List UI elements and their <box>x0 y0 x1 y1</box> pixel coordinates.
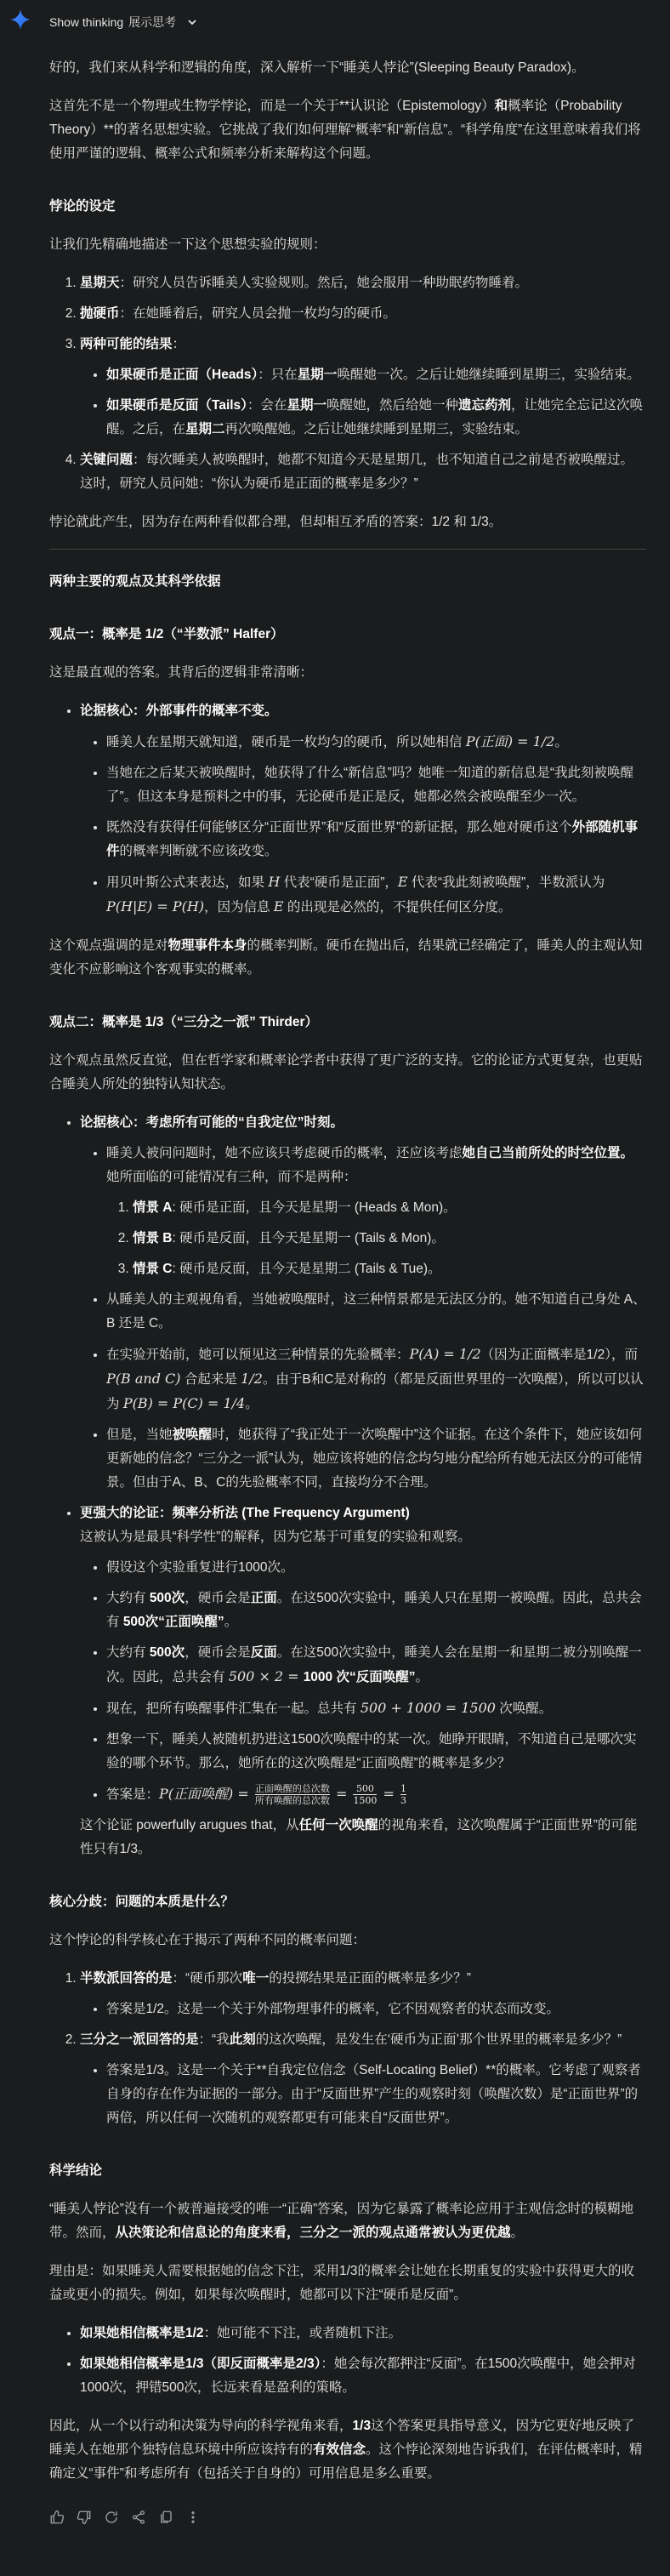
thumbs-down-icon[interactable] <box>77 2510 92 2525</box>
bold-text: 1/3 <box>352 2419 372 2433</box>
fraction-numerator: 500 <box>353 1783 377 1795</box>
halfer-list <box>49 699 646 920</box>
math-expression: E <box>273 898 284 915</box>
halfer-point <box>106 761 646 809</box>
halfer-point <box>106 870 646 920</box>
text-segment: 。在这500次实验中，睡美人会在星期一和星期二被分别唤醒一次。因此，总共会有 <box>106 1645 642 1684</box>
outcome-item <box>106 363 646 387</box>
math-expression: = <box>331 1786 352 1802</box>
section-heading-setup: 悖论的设定 <box>49 199 116 214</box>
frequency-point <box>106 1587 646 1634</box>
thirder-point <box>106 1342 646 1416</box>
text-segment: 现在，把所有唤醒事件汇集在一起。总共有 <box>106 1701 361 1716</box>
bold-text: 500次 <box>149 1591 185 1605</box>
more-options-icon[interactable] <box>185 2510 201 2525</box>
bold-text: 有效信念 <box>313 2442 366 2457</box>
text-segment: 这个观点强调的是对 <box>49 938 168 953</box>
halfer-points <box>80 730 646 920</box>
text-segment: 。 <box>224 1615 238 1629</box>
divergence-intro <box>49 1929 646 1952</box>
text-segment: 好的，我们来从科学和逻辑的角度，深入解析一下“睡美人悖论”(Sleeping Beauty Paradox)。 <box>49 60 585 75</box>
text-segment: 这个答案更具指导意义，因为它更好地反映了睡美人在她那个独特信息环境中所应该持有的 <box>49 2419 635 2457</box>
math-expression: 500 × 2 = <box>228 1668 304 1684</box>
text-segment: 让我们先精确地描述一下这个思想实验的规则： <box>49 237 326 252</box>
gemini-logo-icon <box>10 9 31 30</box>
bold-text: 两种可能的结果 <box>80 337 173 351</box>
bold-text: 星期天 <box>80 276 120 290</box>
text-segment: ：在她睡着后，研究人员会抛一枚均匀的硬币。 <box>119 306 397 321</box>
question-text <box>80 1971 471 1986</box>
text-segment: 悖论就此产生，因为存在两种看似都合理，但却相互矛盾的答案：1/2 和 1/3。 <box>49 515 503 529</box>
frequency-point <box>106 1641 646 1690</box>
bold-text: 情景 B <box>133 1231 173 1245</box>
text-segment: 。这个悖论深刻地告诉我们，在评估概率时，精确定义“事件”和考虑所有（包括关于自身的）可用信息是多么重要。 <box>49 2442 643 2481</box>
thirder-point <box>106 1423 646 1495</box>
text-segment: 因此，从一个以行动和决策为导向的科学视角来看， <box>49 2419 353 2433</box>
text-segment: ：“我 <box>198 2032 230 2047</box>
text-segment: 答案是1/3。这是一个关于**自我定位信念（Self-Locating Belief）**的概率。它考虑了观察者自身的存在作为证据的一部分。由于“反面世界”产生的观察时刻（唤醒次数）是“正面世界”的两倍，所以任何一次随机的观察都更有可能来自“反面世界”。 <box>106 2063 641 2125</box>
math-expression: 1/2 <box>241 1371 263 1387</box>
divergence-item <box>80 2028 646 2130</box>
thirder-core <box>80 1111 646 1495</box>
text-segment: 她所面临的可能情况有三种，而不是两种： <box>106 1170 357 1184</box>
divider <box>49 549 646 550</box>
bet-item <box>80 2322 646 2345</box>
bold-text: 物理事件本身 <box>168 938 247 953</box>
text-segment: ：她可能不下注，或者随机下注。 <box>203 2326 402 2340</box>
text-segment: 概率论（Probability Theory）**的著名思想实验。它挑战了我们如何理解“概率”和“新信息”。“科学角度”在这里意味着我们将使用严谨的逻辑、概率公式和频率分析来解构这个问题。 <box>49 99 641 161</box>
answer-list <box>80 1998 646 2021</box>
math-expression: P(B and C) <box>106 1371 181 1387</box>
text-segment: 这个论证 powerfully arugues that，从 <box>80 1818 299 1832</box>
conclusion-paragraph <box>49 2414 646 2486</box>
bold-text: 被唤醒 <box>172 1428 213 1442</box>
text-segment: 合起来是 <box>180 1372 241 1387</box>
text-segment: 再次唤醒她。之后让她继续睡到星期三，实验结束。 <box>224 422 529 436</box>
text-segment: ： <box>172 337 186 351</box>
frequency-title <box>80 1502 646 1525</box>
text-segment: 这个观点虽然反直觉，但在哲学家和概率论学者中获得了更广泛的支持。它的论证方式更复杂，也更贴合睡美人所处的独特认知状态。 <box>49 1053 643 1091</box>
bold-text: 情景 A <box>133 1200 173 1215</box>
halfer-summary <box>49 934 646 982</box>
math-expression: E <box>397 874 408 890</box>
halfer-point <box>106 730 646 755</box>
text-segment: 。 <box>554 735 568 749</box>
math-expression: P(正面唤醒) = <box>159 1786 253 1802</box>
math-expression: 500 + 1000 = 1500 <box>360 1700 496 1716</box>
text-segment: 睡美人被问问题时，她不应该只考虑硬币的概率，还应该考虑 <box>106 1146 463 1160</box>
text-segment: 唤醒她，然后给她一种 <box>326 398 458 413</box>
scenario-item <box>133 1227 646 1251</box>
text-segment: 理由是：如果睡美人需要根据她的信念下注，采用1/3的概率会让她在长期重复的实验中获得更大的收益或更小的损失。例如，如果每次唤醒时，她都可以下注“硬币是反面”。 <box>49 2264 635 2302</box>
scenario-list <box>106 1196 646 1281</box>
text-segment: 答案是： <box>106 1787 160 1802</box>
text-segment: 用贝叶斯公式来表达，如果 <box>106 875 269 890</box>
thirder-heading: 观点二：概率是 1/3（“三分之一派” Thirder） <box>49 1015 319 1029</box>
frequency-point <box>106 1696 646 1721</box>
math-fraction <box>400 1783 406 1806</box>
text-segment: 但是，当她 <box>106 1428 173 1442</box>
text-segment: 次唤醒。 <box>495 1701 553 1716</box>
text-segment: （因为正面概率是1/2），而 <box>480 1348 638 1362</box>
bold-text: 500次 <box>149 1645 185 1660</box>
text-segment: 代表“硬币是正面”， <box>280 875 398 890</box>
text-segment: ：“硬币那次 <box>172 1971 243 1986</box>
text-segment: 。 <box>510 2226 525 2240</box>
bold-text: 500次“正面唤醒” <box>122 1615 224 1629</box>
text-segment: 大约有 <box>106 1645 150 1660</box>
conclusion-paragraph <box>49 2197 646 2245</box>
text-segment: “睡美人悖论”没有一个被普遍接受的唯一“正确”答案，因为它暴露了概率论应用于主观信念时的模糊地带。然而， <box>49 2202 634 2240</box>
bold-text: 半数派回答的是 <box>80 1971 173 1986</box>
section-heading-conclusion: 科学结论 <box>49 2163 103 2178</box>
thirder-point <box>106 1288 646 1336</box>
thirder-list <box>49 1111 646 1861</box>
answer-list <box>80 2059 646 2130</box>
rule-item <box>80 271 646 295</box>
thumbs-up-icon[interactable] <box>49 2510 65 2525</box>
divergence-item <box>80 1967 646 2021</box>
text-segment: 这被认为是最具“科学性”的解释，因为它基于可重复的实验和观察。 <box>80 1530 471 1544</box>
fraction-denominator: 3 <box>400 1795 407 1807</box>
rules-list <box>49 271 646 496</box>
bold-text: 和 <box>494 99 508 113</box>
response-actions <box>49 2510 646 2576</box>
frequency-point <box>106 1728 646 1775</box>
math-expression: P(A) = 1/2 <box>409 1346 481 1362</box>
math-expression: P(正面) = 1/2 <box>465 733 555 749</box>
halfer-heading: 观点一：概率是 1/2（“半数派” Halfer） <box>49 627 284 641</box>
text-segment: 当她在之后某天被唤醒时，她获得了什么“新信息”吗？她唯一知道的新信息是“我此刻被唤醒了”。但这本身是预料之中的事，无论硬币是正是反，她都必然会被唤醒至少一次。 <box>106 766 633 804</box>
math-fraction <box>255 1783 330 1806</box>
text-segment: 。 <box>245 1397 258 1411</box>
text-segment: ：只在 <box>258 368 298 382</box>
text-segment: 唤醒她一次。之后让她继续睡到星期三，实验结束。 <box>337 368 640 382</box>
answer-item <box>106 1998 646 2021</box>
response-header <box>0 0 670 39</box>
text-segment: 睡美人在星期天就知道，硬币是一枚均匀的硬币，所以她相信 <box>106 735 466 749</box>
scenario-item <box>133 1196 646 1220</box>
text-segment: 的概率判断就不应该改变。 <box>119 844 278 858</box>
text-segment: 的这次唤醒，是发生在‘硬币为正面’那个世界里的概率是多少？” <box>255 2032 622 2047</box>
bold-text: 反面 <box>250 1645 277 1660</box>
divergence-list <box>49 1967 646 2130</box>
bold-text: 三分之一派回答的是 <box>80 2032 199 2047</box>
bold-text: 任何一次唤醒 <box>298 1818 378 1832</box>
math-expression: P(B) = P(C) = 1/4 <box>122 1395 246 1411</box>
bet-item <box>80 2352 646 2400</box>
outcomes-list <box>80 363 646 442</box>
bold-text: 关键问题 <box>80 453 133 467</box>
bold-text: 1000 次“反面唤醒” <box>303 1670 416 1684</box>
thirder-points <box>80 1142 646 1495</box>
text-segment: 既然没有获得任何能够区分“正面世界”和“反面世界”的新证据，那么她对硬币这个 <box>106 820 572 835</box>
text-segment: 从睡美人的主观视角看，当她被唤醒时，这三种情景都是无法区分的。她不知道自己身处 A、B 还是 C。 <box>106 1292 646 1331</box>
bold-text: 如果硬币是正面（Heads） <box>106 368 258 382</box>
section-heading-divergence: 核心分歧：问题的本质是什么？ <box>49 1895 235 1909</box>
copy-icon[interactable] <box>158 2510 173 2525</box>
section-heading-views: 两种主要的观点及其科学依据 <box>49 574 221 589</box>
bold-text: 星期一 <box>287 398 326 413</box>
bold-text: 如果她相信概率是1/2 <box>80 2326 204 2340</box>
frequency-point <box>106 1556 646 1580</box>
text-segment: : 硬币是正面，且今天是星期一 (Heads & Mon)。 <box>172 1200 457 1215</box>
rule-text <box>80 337 185 351</box>
text-segment: 的投掷结果是正面的概率是多少？” <box>269 1971 471 1986</box>
setup-intro <box>49 233 646 257</box>
question-text <box>80 2032 622 2047</box>
text-segment: ：每次睡美人被唤醒时，她都不知道今天是星期几，也不知道自己之前是否被唤醒过。这时，研究人员问她：“你认为硬币是正面的概率是多少？” <box>80 453 634 491</box>
math-expression: H <box>268 874 281 890</box>
text-segment: 时，她获得了“我正处于一次唤醒中”这个证据。在这个条件下，她应该如何更新她的信念？“三分之一派”认为，她应该将她的信念均匀地分配给所有她无法区分的可能情景。但由于A、B、C的先验概率不同，直接均分不合理。 <box>106 1428 643 1490</box>
text-segment: 这首先不是一个物理或生物学悖论，而是一个关于**认识论（Epistemology） <box>49 99 495 113</box>
fraction-denominator: 1500 <box>353 1795 378 1807</box>
bold-text: 星期一 <box>297 368 338 382</box>
frequency-subtitle <box>80 1525 646 1549</box>
setup-outro <box>49 510 646 534</box>
intro-paragraph <box>49 56 646 80</box>
halfer-point <box>106 816 646 863</box>
thirder-point <box>106 1142 646 1281</box>
text-segment: 在实验开始前，她可以预见这三种情景的先验概率： <box>106 1348 410 1362</box>
text-segment: 的概率判断。硬币在抛出后，结果就已经确定了，睡美人的主观认知变化不应影响这个客观事实的概率。 <box>49 938 643 977</box>
point-text <box>106 1146 633 1184</box>
math-fraction <box>353 1783 377 1806</box>
bold-text: 抛硬币 <box>80 306 120 321</box>
math-expression: = <box>378 1786 400 1802</box>
text-segment: ，硬币会是 <box>185 1645 251 1660</box>
bold-text: 星期二 <box>185 422 225 436</box>
text-segment: ：会在 <box>247 398 287 413</box>
rule-item <box>80 333 646 442</box>
bold-text: 此刻 <box>229 2032 256 2047</box>
answer-item <box>106 2059 646 2130</box>
frequency-points <box>80 1556 646 1807</box>
fraction-denominator: 所有唤醒的总次数 <box>254 1795 330 1807</box>
bold-text: 情景 C <box>133 1262 173 1276</box>
text-segment: 假设这个实验重复进行1000次。 <box>106 1560 294 1575</box>
regenerate-icon[interactable] <box>104 2510 119 2525</box>
rule-item <box>80 448 646 496</box>
text-segment: 的视角来看，这次唤醒属于“正面世界”的可能性只有1/3。 <box>80 1818 638 1856</box>
math-expression: P(H|E) = P(H) <box>106 898 205 915</box>
frequency-conclusion <box>80 1814 646 1861</box>
outcome-item <box>106 394 646 442</box>
text-segment: : 硬币是反面，且今天是星期二 (Tails & Tue)。 <box>172 1262 441 1276</box>
bold-text: 正面 <box>250 1591 277 1605</box>
show-thinking-label: Show thinking <box>49 15 124 29</box>
frequency-argument <box>80 1502 646 1861</box>
bold-text: 如果她相信概率是1/3（即反面概率是2/3） <box>80 2357 321 2371</box>
core-text <box>80 704 278 718</box>
bold-text: 外部随机事件 <box>106 820 639 858</box>
text-segment: ，因为信息 <box>204 900 274 915</box>
halfer-intro <box>49 661 646 685</box>
text-segment: : 硬币是反面，且今天是星期一 (Tails & Mon)。 <box>172 1231 445 1245</box>
halfer-core <box>80 699 646 920</box>
text-segment: 代表“我此刻被唤醒”，半数派认为 <box>407 875 605 890</box>
text-segment: ：她会每次都押注“反面”。在1500次唤醒中，她会押对1000次，押错500次，长远来看是盈利的策略。 <box>80 2357 636 2395</box>
text-segment: 这是最直观的答案。其背后的逻辑非常清晰： <box>49 665 314 680</box>
bold-text: 如果硬币是反面（Tails） <box>106 398 247 413</box>
text-segment: ，硬币会是 <box>185 1591 251 1605</box>
text-segment: 大约有 <box>106 1591 150 1605</box>
show-thinking-label-cn: 展示思考 <box>128 15 177 29</box>
intro-paragraph <box>49 94 646 166</box>
text-segment: 答案是1/2。这是一个关于外部物理事件的概率，它不因观察者的状态而改变。 <box>106 2002 560 2016</box>
chevron-down-icon <box>186 16 198 28</box>
response-body <box>0 39 670 2576</box>
text-segment: 这个悖论的科学核心在于揭示了两种不同的概率问题： <box>49 1933 366 1947</box>
core-text <box>80 1115 344 1130</box>
thirder-intro <box>49 1049 646 1097</box>
bets-list <box>49 2322 646 2400</box>
text-segment: 。 <box>415 1670 429 1684</box>
conclusion-paragraph <box>49 2260 646 2307</box>
text-segment: 的出现是必然的，不提供任何区分度。 <box>283 900 512 915</box>
show-thinking-toggle[interactable] <box>49 10 198 34</box>
bold-text: 唯一 <box>242 1971 270 1986</box>
rule-item <box>80 302 646 326</box>
bold-text: 论据核心：外部事件的概率不变。 <box>80 704 278 718</box>
bold-text: 论据核心：考虑所有可能的“自我定位”时刻。 <box>80 1115 344 1130</box>
bold-text: 遗忘药剂 <box>457 398 511 413</box>
text-segment: 。在这500次实验中，睡美人只在星期一被唤醒。因此，总共会有 <box>106 1591 642 1629</box>
text-segment: 想象一下，睡美人被随机扔进这1500次唤醒中的某一次。她睁开眼睛，不知道自己是哪次实验的哪个环节。那么，她所在的这次唤醒是“正面唤醒”的概率是多少？ <box>106 1732 637 1770</box>
scenario-item <box>133 1257 646 1281</box>
fraction-numerator: 1 <box>400 1783 407 1795</box>
bold-text: 她自己当前所处的时空位置。 <box>462 1146 634 1160</box>
bold-text: 更强大的论证：频率分析法 (The Frequency Argument) <box>80 1506 410 1520</box>
text-segment: ：研究人员告诉睡美人实验规则。然后，她会服用一种助眠药物睡着。 <box>119 276 529 290</box>
text-segment: 。由于B和C是对称的（都是反面世界里的一次唤醒），所以可以认为 <box>106 1372 644 1411</box>
share-icon[interactable] <box>131 2510 146 2525</box>
frequency-point <box>106 1782 646 1807</box>
bold-text: 从决策论和信息论的角度来看，三分之一派的观点通常被认为更优越 <box>115 2226 511 2240</box>
text-segment: ，让她完全忘记这次唤醒。之后，在 <box>106 398 643 436</box>
fraction-numerator: 正面唤醒的总次数 <box>254 1783 330 1795</box>
